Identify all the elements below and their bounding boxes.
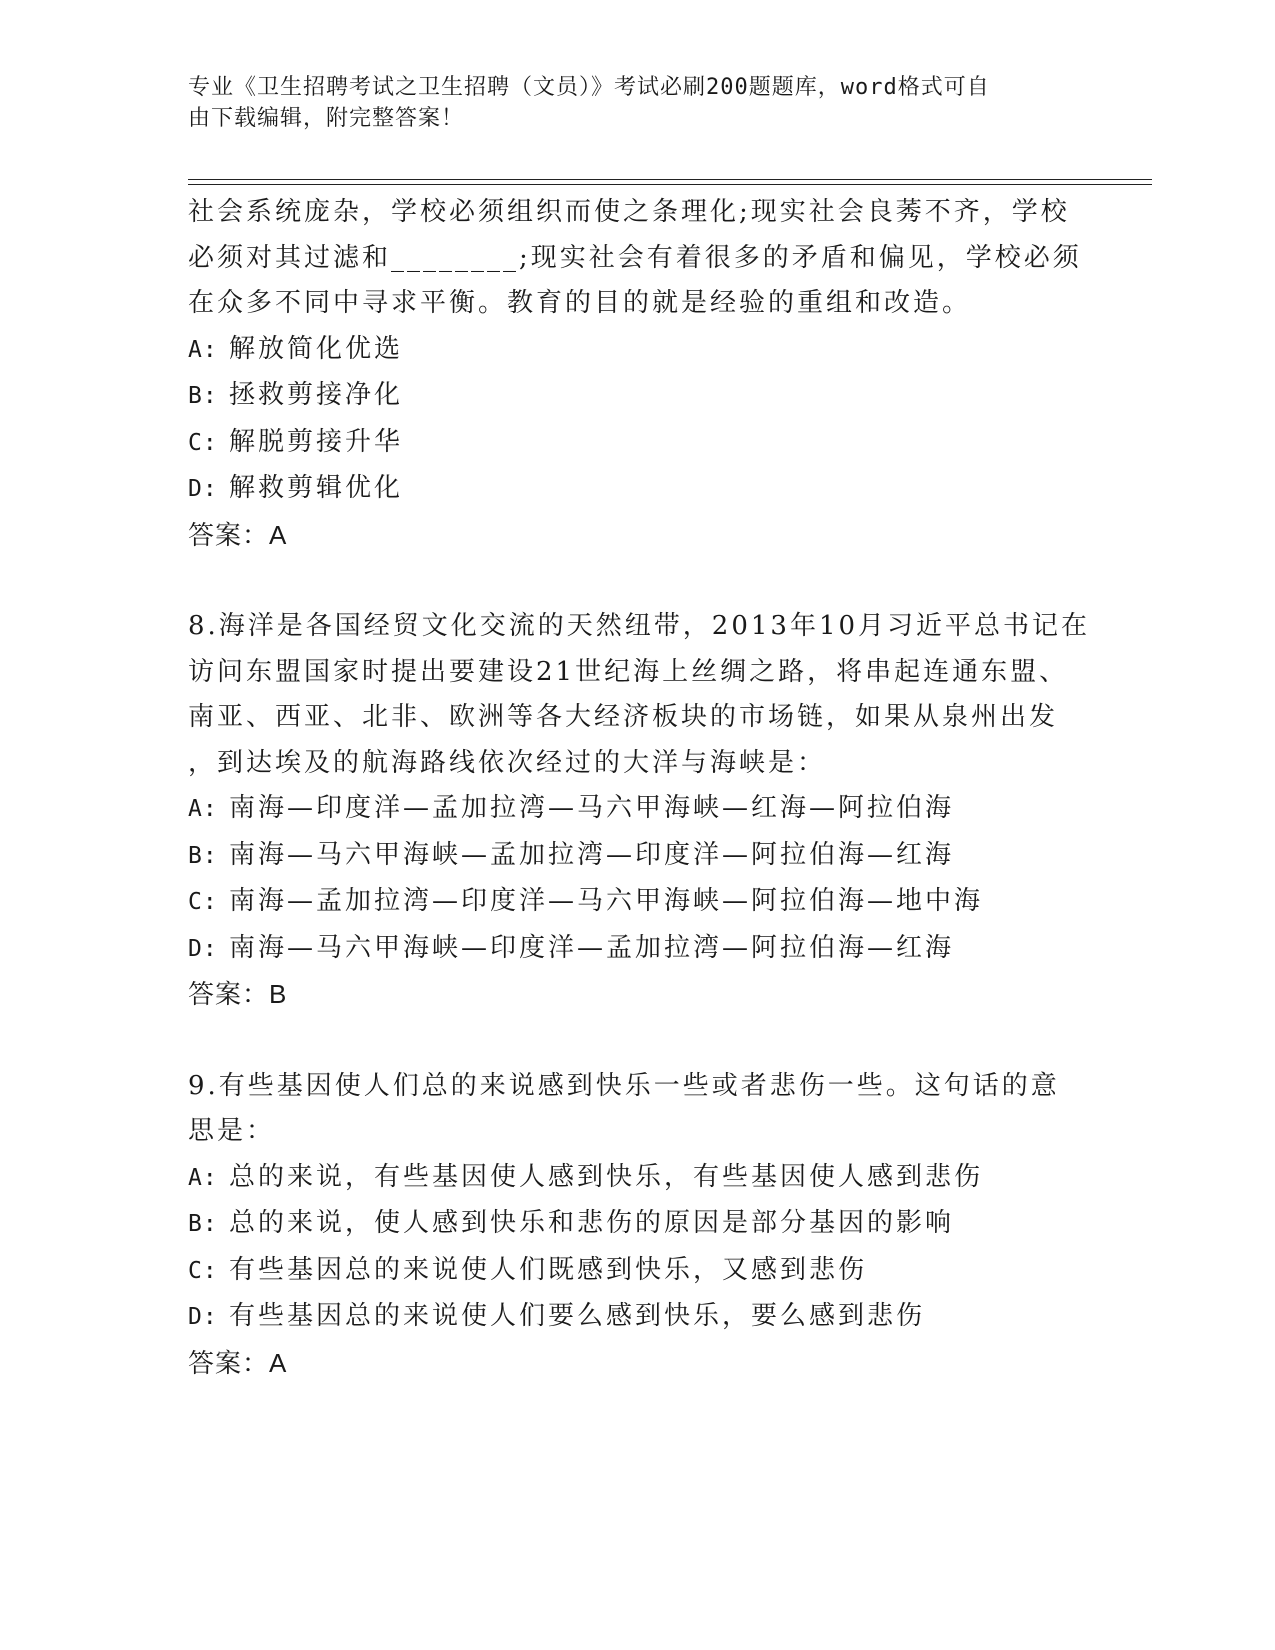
option-text: 拯救剪接净化 xyxy=(228,380,403,410)
question-9 xyxy=(188,1064,1088,1387)
option-text: 解脱剪接升华 xyxy=(228,426,403,457)
option-d xyxy=(188,466,1088,513)
option-key: A: xyxy=(188,1164,218,1191)
question-text-line: 必须对其过滤和________;现实社会有着很多的矛盾和偏见，学校必须 xyxy=(188,242,1082,273)
option-key: C: xyxy=(188,1257,218,1284)
question-text-line: 9.有些基因使人们总的来说感到快乐一些或者悲伤一些。这句话的意 xyxy=(188,1070,1060,1101)
option-key: D: xyxy=(188,935,218,962)
document-body xyxy=(188,190,1091,1386)
option-key: B: xyxy=(188,383,218,409)
question-text-line: 思是： xyxy=(188,1116,276,1146)
header-line-2: 由下载编辑，附完整答案！ xyxy=(188,106,465,131)
option-text: 总的来说，使人感到快乐和悲伤的原因是部分基因的影响 xyxy=(228,1208,954,1238)
option-text: 解救剪辑优化 xyxy=(228,473,403,503)
option-key: C: xyxy=(188,889,218,915)
option-text: 南海—孟加拉湾—印度洋—马六甲海峡—阿拉伯海—地中海 xyxy=(228,886,983,916)
option-key: C: xyxy=(188,429,218,456)
option-text: 有些基因总的来说使人们要么感到快乐，要么感到悲伤 xyxy=(228,1301,925,1331)
question-text-line: 南亚、西亚、北非、欧洲等各大经济板块的市场链，如果从泉州出发 xyxy=(188,702,1059,732)
option-c xyxy=(188,1248,1088,1295)
option-key: B: xyxy=(188,842,218,869)
question-text-line: 在众多不同中寻求平衡。教育的目的就是经验的重组和改造。 xyxy=(188,288,972,318)
question-text-line: ，到达埃及的航海路线依次经过的大洋与海峡是： xyxy=(188,747,827,778)
option-d xyxy=(188,926,1088,973)
option-d xyxy=(188,1294,1088,1341)
option-b xyxy=(188,1201,1088,1248)
option-a xyxy=(188,1155,1088,1202)
option-text: 南海—马六甲海峡—印度洋—孟加拉湾—阿拉伯海—红海 xyxy=(228,932,954,963)
option-key: B: xyxy=(188,1211,218,1237)
option-a xyxy=(188,786,1088,833)
option-text: 南海—印度洋—孟加拉湾—马六甲海峡—红海—阿拉伯海 xyxy=(228,793,954,823)
option-key: A: xyxy=(188,336,218,363)
option-c xyxy=(188,420,1088,467)
question-7 xyxy=(188,190,1088,558)
option-c xyxy=(188,879,1088,926)
header-line-1: 专业《卫生招聘考试之卫生招聘（文员）》考试必刷200题题库，word格式可自 xyxy=(188,75,990,100)
question-8 xyxy=(188,604,1091,1018)
option-text: 总的来说，有些基因使人感到快乐，有些基因使人感到悲伤 xyxy=(228,1161,983,1192)
answer-line: 答案：A xyxy=(188,1347,288,1378)
option-key: A: xyxy=(188,796,218,822)
spacer xyxy=(188,1018,1088,1064)
option-b xyxy=(188,373,1088,420)
option-text: 南海—马六甲海峡—孟加拉湾—印度洋—阿拉伯海—红海 xyxy=(228,839,954,870)
option-text: 有些基因总的来说使人们既感到快乐，又感到悲伤 xyxy=(228,1254,867,1285)
header-rule-bottom xyxy=(188,184,1152,185)
question-text-line: 8.海洋是各国经贸文化交流的天然纽带，2013年10月习近平总书记在 xyxy=(188,611,1091,641)
option-key: D: xyxy=(188,476,218,502)
question-text-line: 社会系统庞杂，学校必须组织而使之条理化;现实社会良莠不齐，学校 xyxy=(188,197,1070,227)
answer-line: 答案：A xyxy=(188,519,288,550)
option-key: D: xyxy=(188,1304,218,1330)
spacer xyxy=(188,558,1088,604)
option-text: 解放简化优选 xyxy=(228,333,403,364)
answer-line: 答案：B xyxy=(188,979,288,1009)
option-a xyxy=(188,327,1088,374)
option-b xyxy=(188,833,1088,880)
question-text-line: 访问东盟国家时提出要建设21世纪海上丝绸之路，将串起连通东盟、 xyxy=(188,656,1069,687)
header-rule-top xyxy=(188,179,1152,180)
document-header xyxy=(188,72,1068,134)
